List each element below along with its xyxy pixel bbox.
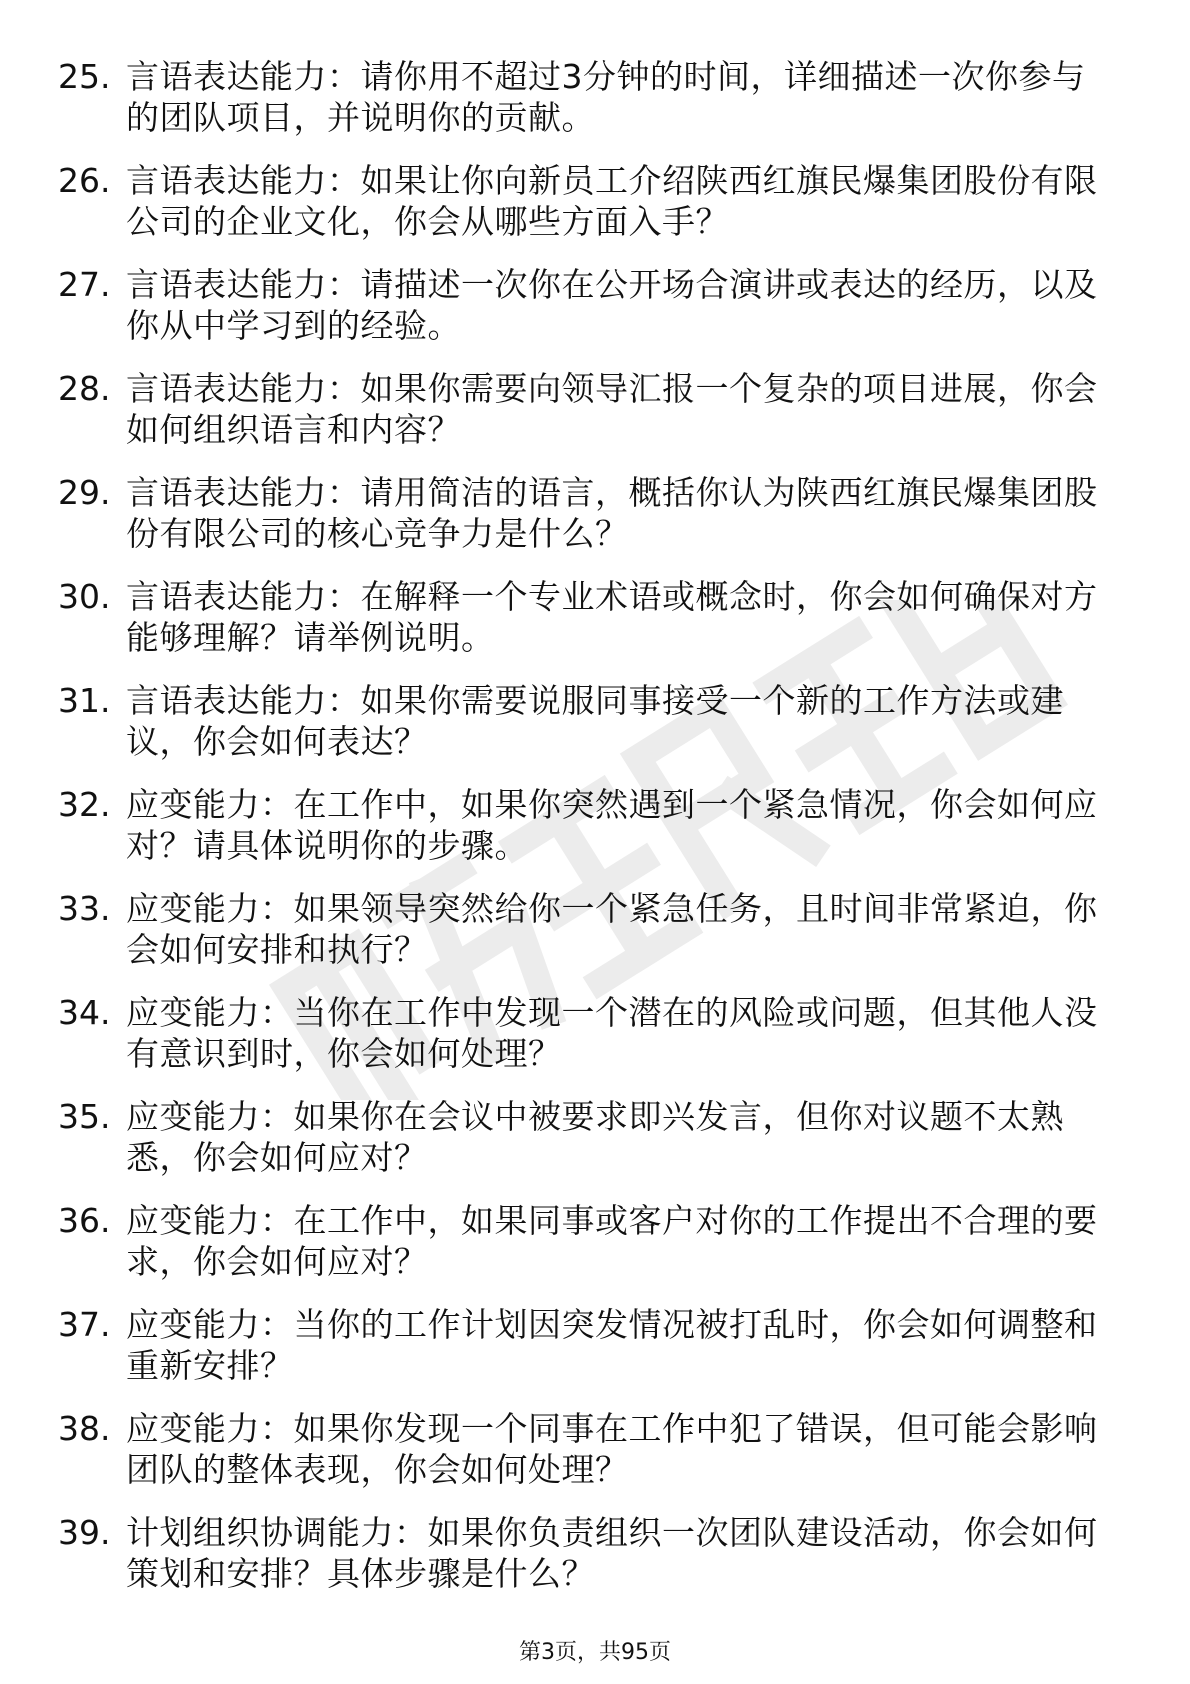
question-number: 27. <box>58 265 111 304</box>
list-item <box>0 264 1190 368</box>
question-text: 应变能力：当你在工作中发现一个潜在的风险或问题，但其他人没有意识到时，你会如何处理？ <box>126 993 1098 1073</box>
list-item <box>0 1304 1190 1408</box>
list-item <box>0 56 1190 160</box>
question-text: 言语表达能力：如果你需要说服同事接受一个新的工作方法或建议，你会如何表达？ <box>126 681 1064 761</box>
question-list <box>0 56 1190 1616</box>
list-item <box>0 888 1190 992</box>
question-number: 37. <box>58 1305 111 1344</box>
question-text: 应变能力：如果领导突然给你一个紧急任务，且时间非常紧迫，你会如何安排和执行？ <box>126 889 1098 969</box>
question-number: 31. <box>58 681 111 720</box>
question-number: 38. <box>58 1409 111 1448</box>
list-item <box>0 680 1190 784</box>
question-text: 应变能力：在工作中，如果同事或客户对你的工作提出不合理的要求，你会如何应对？ <box>126 1201 1098 1281</box>
list-item <box>0 472 1190 576</box>
question-number: 33. <box>58 889 111 928</box>
question-number: 26. <box>58 161 111 200</box>
question-text: 言语表达能力：在解释一个专业术语或概念时，你会如何确保对方能够理解？请举例说明。 <box>126 577 1098 657</box>
question-number: 28. <box>58 369 111 408</box>
question-text: 言语表达能力：如果让你向新员工介绍陕西红旗民爆集团股份有限公司的企业文化，你会从哪些方面入手？ <box>126 161 1098 241</box>
list-item <box>0 1512 1190 1616</box>
question-number: 35. <box>58 1097 111 1136</box>
question-number: 34. <box>58 993 111 1032</box>
question-text: 言语表达能力：请你用不超过3分钟的时间，详细描述一次你参与的团队项目，并说明你的贡献。 <box>126 57 1086 137</box>
question-number: 25. <box>58 57 111 96</box>
question-text: 言语表达能力：请用简洁的语言，概括你认为陕西红旗民爆集团股份有限公司的核心竞争力是什么？ <box>126 473 1098 553</box>
question-text: 计划组织协调能力：如果你负责组织一次团队建设活动，你会如何策划和安排？具体步骤是什么？ <box>126 1513 1098 1593</box>
question-text: 应变能力：在工作中，如果你突然遇到一个紧急情况，你会如何应对？请具体说明你的步骤。 <box>126 785 1098 865</box>
list-item <box>0 1408 1190 1512</box>
question-text: 言语表达能力：请描述一次你在公开场合演讲或表达的经历，以及你从中学习到的经验。 <box>126 265 1098 345</box>
list-item <box>0 160 1190 264</box>
question-text: 应变能力：如果你发现一个同事在工作中犯了错误，但可能会影响团队的整体表现，你会如何处理？ <box>126 1409 1098 1489</box>
page-number-footer: 第3页，共95页 <box>519 1640 671 1665</box>
question-number: 39. <box>58 1513 111 1552</box>
list-item <box>0 368 1190 472</box>
list-item <box>0 992 1190 1096</box>
list-item <box>0 784 1190 888</box>
question-number: 29. <box>58 473 111 512</box>
question-number: 36. <box>58 1201 111 1240</box>
question-number: 32. <box>58 785 111 824</box>
list-item <box>0 1200 1190 1304</box>
question-text: 言语表达能力：如果你需要向领导汇报一个复杂的项目进展，你会如何组织语言和内容？ <box>126 369 1098 449</box>
question-text: 应变能力：如果你在会议中被要求即兴发言，但你对议题不太熟悉，你会如何应对？ <box>126 1097 1064 1177</box>
question-text: 应变能力：当你的工作计划因突发情况被打乱时，你会如何调整和重新安排？ <box>126 1305 1098 1385</box>
question-number: 30. <box>58 577 111 616</box>
list-item <box>0 576 1190 680</box>
list-item <box>0 1096 1190 1200</box>
